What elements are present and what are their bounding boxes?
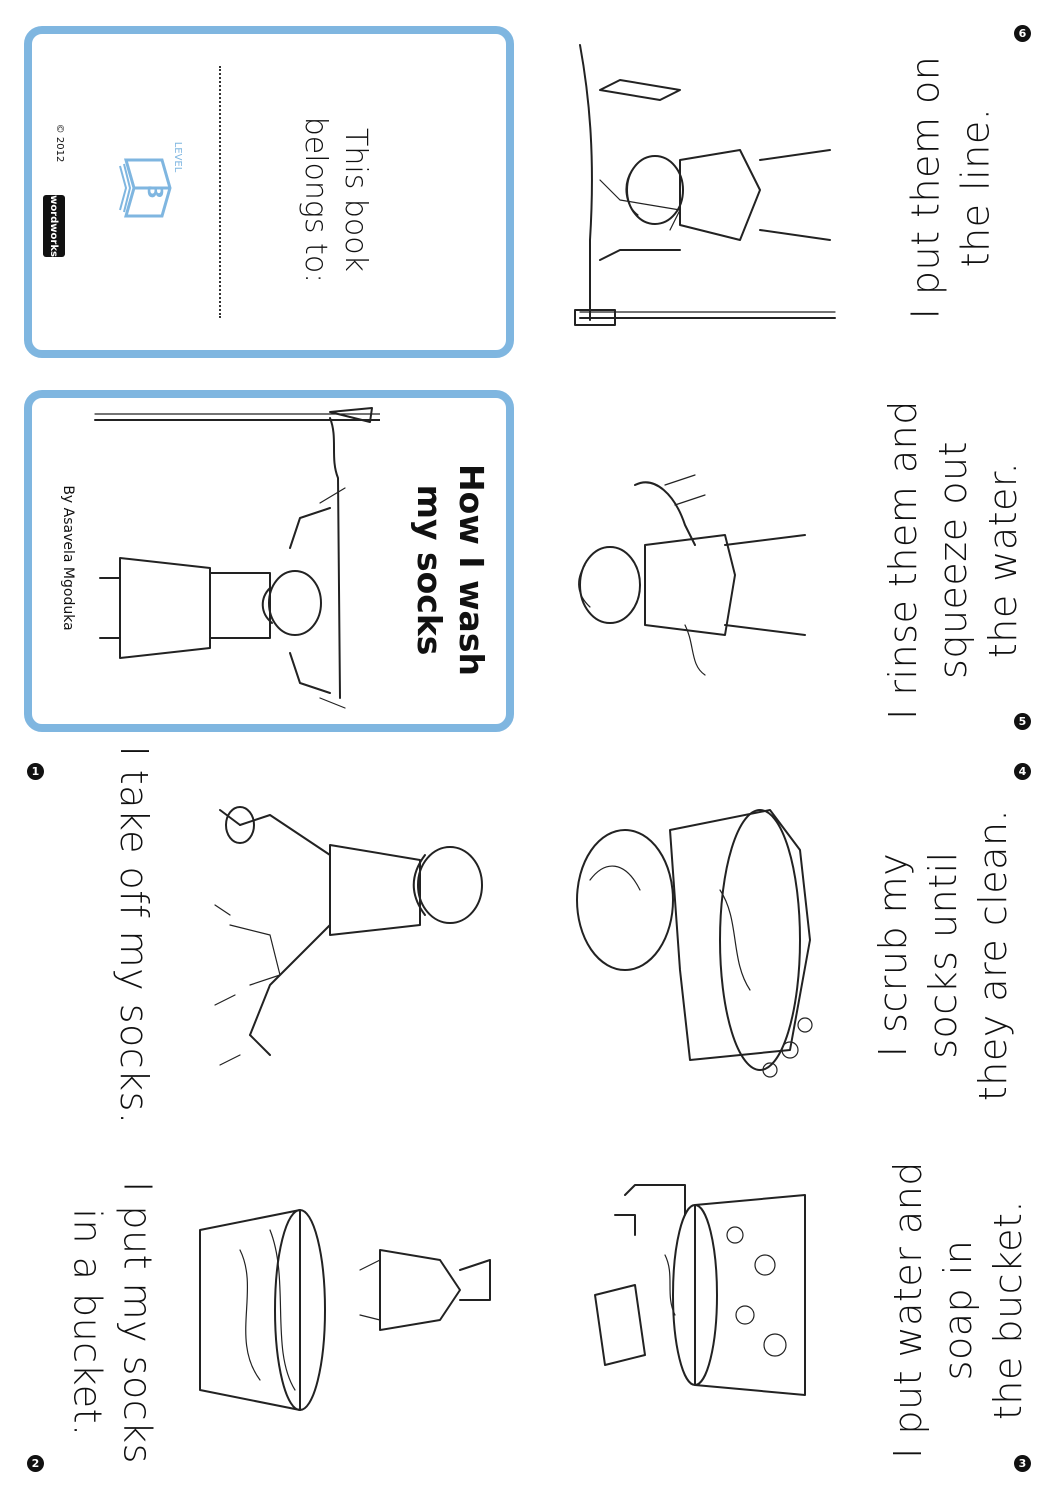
page-3-text [883, 1160, 1033, 1460]
page-5-line-3: the water. [981, 461, 1025, 659]
page-number-2: 2 [27, 1455, 44, 1472]
page-5-line-1: I rinse them and [881, 400, 925, 720]
author-text: By Asavela Mgoduka [60, 485, 76, 631]
name-write-line [219, 66, 221, 318]
page-1-illustration [210, 785, 510, 1085]
cover-illustration [90, 398, 380, 728]
page-2-illustration [180, 1190, 500, 1450]
page-5-line-2: squeeze out [931, 441, 975, 679]
publisher-logo [43, 195, 65, 257]
page-4-illustration [570, 790, 830, 1090]
page-number-5: 5 [1014, 713, 1031, 730]
inside-cover-panel [24, 26, 514, 358]
publisher-name: wordworks [48, 195, 60, 257]
page-3-line-2: soap in [936, 1239, 980, 1381]
page-number-6: 6 [1014, 25, 1031, 42]
page-6-line-2: the line. [953, 107, 997, 268]
page-5-illustration [545, 455, 825, 695]
page-number-1: 1 [27, 763, 44, 780]
level-number: 3 [143, 185, 167, 199]
page-2-line-2: in a bucket. [66, 1208, 110, 1437]
title-line-1: How I wash [452, 464, 491, 676]
page-3-line-1: I put water and [886, 1161, 930, 1459]
page-4-line-3: they are clean. [971, 808, 1015, 1102]
belongs-line-1: This book [338, 128, 373, 272]
page-3-illustration [575, 1175, 835, 1435]
page-2-line-1: I put my socks [116, 1181, 160, 1464]
copyright-text: © 2012 [54, 123, 66, 163]
page-5-text [878, 400, 1028, 720]
page-3-line-3: the bucket. [986, 1199, 1030, 1421]
page-2-text [61, 1181, 166, 1464]
belongs-to-text [280, 90, 390, 310]
page-6-line-1: I put them on [903, 55, 947, 320]
book-title [405, 460, 495, 680]
page-1-line-1: I take off my socks. [112, 745, 156, 1125]
title-line-2: my socks [410, 484, 449, 656]
page-number-4: 4 [1014, 763, 1031, 780]
page-4-line-2: socks until [921, 851, 965, 1059]
belongs-line-2: belongs to: [298, 116, 333, 284]
page-1-text [104, 745, 164, 1125]
level-label: LEVEL [172, 141, 184, 173]
page-4-text [868, 805, 1018, 1105]
page-number-3: 3 [1014, 1455, 1031, 1472]
page-6-text [898, 48, 1003, 328]
page-4-line-1: I scrub my [871, 852, 915, 1058]
page-6-illustration [570, 40, 840, 340]
